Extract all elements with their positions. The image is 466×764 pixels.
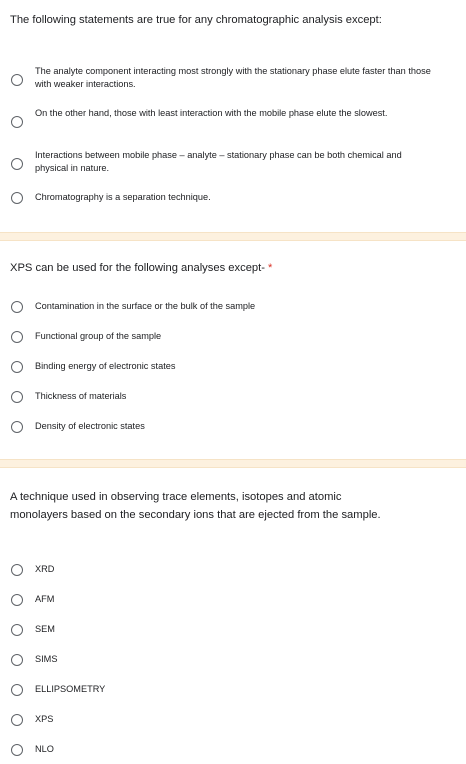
question-3-option-1[interactable] [0, 562, 466, 580]
question-1-option-1[interactable] [0, 64, 466, 94]
option-label: SIMS [35, 654, 58, 664]
radio-button[interactable] [11, 564, 23, 576]
section-divider [0, 232, 466, 241]
radio-button[interactable] [11, 116, 23, 128]
question-3-option-7[interactable] [0, 742, 466, 760]
radio-button[interactable] [11, 744, 23, 756]
option-label: Thickness of materials [35, 391, 127, 401]
question-2-option-1[interactable] [0, 299, 466, 317]
question-2 [0, 241, 466, 459]
option-label: Density of electronic states [35, 421, 145, 431]
option-label: Interactions between mobile phase – analyte – stationary phase can be both chemical and physical in nature. [35, 150, 402, 173]
question-3-option-3[interactable] [0, 622, 466, 640]
radio-button[interactable] [11, 594, 23, 606]
option-label: ELLIPSOMETRY [35, 684, 106, 694]
radio-button[interactable] [11, 624, 23, 636]
question-1 [0, 0, 466, 232]
radio-button[interactable] [11, 74, 23, 86]
radio-button[interactable] [11, 158, 23, 170]
option-label: Chromatography is a separation technique. [35, 192, 211, 202]
question-3-option-4[interactable] [0, 652, 466, 670]
question-1-title: The following statements are true for any chromatographic analysis except: [10, 14, 382, 26]
question-1-option-4[interactable] [0, 190, 466, 208]
question-3-option-2[interactable] [0, 592, 466, 610]
question-2-option-2[interactable] [0, 329, 466, 347]
option-label: Contamination in the surface or the bulk of the sample [35, 301, 256, 311]
radio-button[interactable] [11, 192, 23, 204]
question-1-option-2[interactable] [0, 106, 466, 136]
option-label: XPS [35, 714, 54, 724]
question-1-option-3[interactable] [0, 148, 466, 178]
question-3-title: A technique used in observing trace elements, isotopes and atomic monolayers based on the secondary ions that are ejected from the sample. [10, 491, 381, 521]
option-label: AFM [35, 594, 55, 604]
radio-button[interactable] [11, 331, 23, 343]
question-2-option-3[interactable] [0, 359, 466, 377]
option-label: Binding energy of electronic states [35, 361, 176, 371]
question-2-option-5[interactable] [0, 419, 466, 437]
radio-button[interactable] [11, 421, 23, 433]
radio-button[interactable] [11, 714, 23, 726]
option-label: XRD [35, 564, 55, 574]
radio-button[interactable] [11, 301, 23, 313]
question-3-option-5[interactable] [0, 682, 466, 700]
required-asterisk: * [267, 262, 273, 274]
option-label: NLO [35, 744, 54, 754]
option-label: The analyte component interacting most strongly with the stationary phase elute faster than those with weaker interactions. [35, 66, 431, 89]
option-label: SEM [35, 624, 55, 634]
question-3-option-6[interactable] [0, 712, 466, 730]
radio-button[interactable] [11, 391, 23, 403]
radio-button[interactable] [11, 684, 23, 696]
question-3 [0, 468, 466, 764]
radio-button[interactable] [11, 654, 23, 666]
question-2-option-4[interactable] [0, 389, 466, 407]
radio-button[interactable] [11, 361, 23, 373]
option-label: Functional group of the sample [35, 331, 162, 341]
section-divider [0, 459, 466, 468]
option-label: On the other hand, those with least interaction with the mobile phase elute the slowest. [35, 108, 388, 118]
question-2-title: XPS can be used for the following analyses except- * [10, 262, 273, 274]
